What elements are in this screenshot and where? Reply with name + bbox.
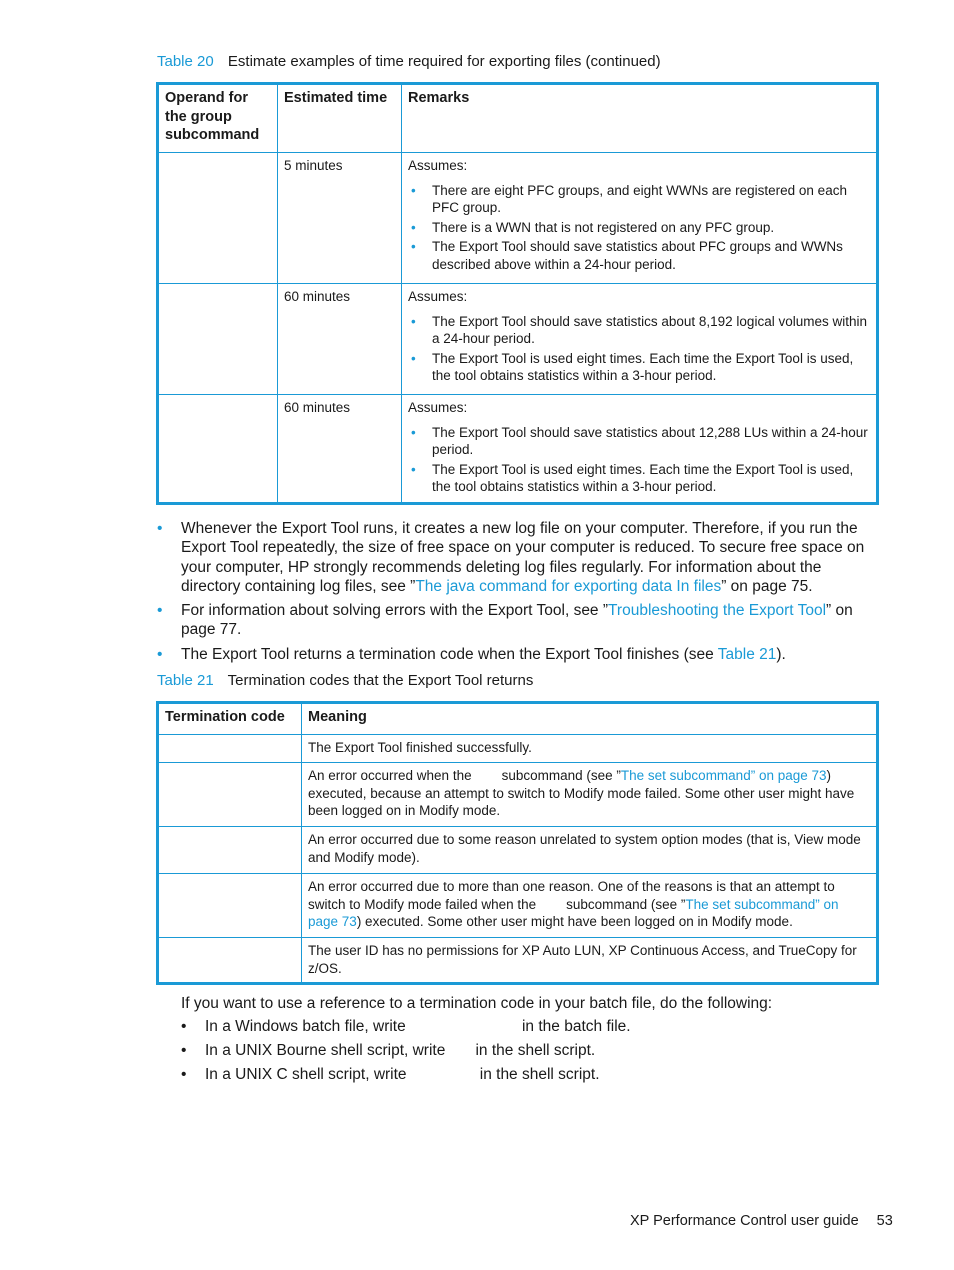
bullet-text-after: ). — [776, 646, 786, 663]
table-row — [158, 938, 878, 984]
remarks-list — [408, 424, 870, 496]
list-item: • The Export Tool is used eight times. Each time the Export Tool is used, the tool obtains statistics within a 3-hour period. — [408, 350, 870, 385]
java-command-link[interactable]: The java command for exporting data In files — [415, 577, 722, 595]
table21-link[interactable]: Table 21 — [717, 646, 777, 663]
bullet-text: Whenever the Export Tool runs, it creates a new log file on your computer. Therefore, if you run the Export Tool repeatedly, the size of free space on your computer is reduced. To secure free space on your computer, HP strongly recommends deleting log files regularly. For information about the directory containing log files, see ” — [181, 520, 865, 595]
meaning-text: An error occurred due to more than one reason. One of the reasons is that an attempt to switch to Modify mode failed when the subcommand (see ” — [308, 879, 839, 912]
set-subcommand-link[interactable]: The set subcommand” on page 73 — [308, 896, 839, 929]
meaning-text: An error occurred when the subcommand (see ” — [308, 768, 621, 783]
list-item: • The Export Tool should save statistics about 8,192 logical volumes within a 24-hour period. — [408, 313, 870, 348]
table21-caption — [157, 672, 533, 689]
table20-header-row — [158, 84, 878, 153]
code-cell — [158, 763, 302, 827]
table20-header-remarks: Remarks — [402, 84, 878, 153]
time-cell: 5 minutes — [278, 153, 402, 284]
meaning-cell — [302, 735, 878, 763]
list-item: • There are eight PFC groups, and eight WWNs are registered on each PFC group. — [408, 182, 870, 217]
list-item: • There is a WWN that is not registered on any PFC group. — [408, 219, 870, 237]
remarks-cell — [402, 153, 878, 284]
list-item: • In a UNIX C shell script, write in the shell script. — [205, 1066, 600, 1084]
code-cell — [158, 938, 302, 984]
meaning-cell — [302, 763, 878, 827]
meaning-cell — [302, 938, 878, 984]
bullet-text-after: ” on page 75. — [721, 577, 813, 595]
meaning-text-after: ) executed. Some other user might have been logged on in Modify mode. — [356, 914, 793, 929]
list-item: • The Export Tool should save statistics about PFC groups and WWNs described above within a 24-hour period. — [408, 238, 870, 273]
assumes-label: Assumes: — [408, 400, 468, 415]
troubleshooting-link[interactable]: Troubleshooting the Export Tool — [608, 602, 827, 619]
assumes-label: Assumes: — [408, 158, 468, 173]
list-item: • In a UNIX Bourne shell script, write in the shell script. — [205, 1042, 595, 1060]
table-row — [158, 827, 878, 874]
time-cell: 60 minutes — [278, 284, 402, 395]
meaning-text: The user ID has no permissions for XP Auto LUN, XP Continuous Access, and TrueCopy for z/OS. — [308, 943, 857, 976]
table21-label: Table 21 — [157, 672, 214, 689]
table20-label: Table 20 — [157, 53, 214, 70]
bullet-troubleshooting — [181, 601, 871, 640]
table20-header-time: Estimated time — [278, 84, 402, 153]
operand-cell — [158, 284, 278, 395]
remarks-cell — [402, 284, 878, 395]
table21-header-meaning: Meaning — [302, 703, 878, 735]
meaning-text: An error occurred due to some reason unrelated to system option modes (that is, View mode and Modify mode). — [308, 832, 861, 865]
code-cell — [158, 827, 302, 874]
meaning-text-after: ) executed, because an attempt to switch to Modify mode failed. Some other user might have been logged on in Modify mode. — [308, 768, 855, 818]
code-cell — [158, 735, 302, 763]
table20-caption — [157, 53, 661, 70]
set-subcommand-link[interactable]: The set subcommand” on page 73 — [620, 768, 827, 783]
table21 — [156, 701, 879, 985]
table-row — [158, 763, 878, 827]
table-row — [158, 395, 878, 504]
list-item: • In a Windows batch file, write in the batch file. — [205, 1018, 631, 1036]
table-row — [158, 874, 878, 938]
code-cell — [158, 874, 302, 938]
table20 — [156, 82, 879, 505]
meaning-text: The Export Tool finished successfully. — [308, 740, 532, 755]
assumes-label: Assumes: — [408, 289, 468, 304]
bullet-text: The Export Tool returns a termination code when the Export Tool finishes (see — [181, 646, 718, 663]
table-row — [158, 153, 878, 284]
bullet-termination-code — [181, 645, 871, 664]
table21-header-code: Termination code — [158, 703, 302, 735]
table-row — [158, 735, 878, 763]
operand-cell — [158, 153, 278, 284]
list-item: • The Export Tool is used eight times. Each time the Export Tool is used, the tool obtains statistics within a 3-hour period. — [408, 461, 870, 496]
footer-title: XP Performance Control user guide — [630, 1213, 859, 1229]
time-cell: 60 minutes — [278, 395, 402, 504]
remarks-cell — [402, 395, 878, 504]
page-number: 53 — [876, 1213, 893, 1229]
page-footer — [630, 1213, 893, 1229]
remarks-list — [408, 182, 870, 274]
meaning-cell — [302, 827, 878, 874]
table21-caption-text: Termination codes that the Export Tool returns — [227, 672, 534, 689]
bullet-log-files — [181, 519, 871, 596]
bullet-text: For information about solving errors with the Export Tool, see ” — [181, 602, 609, 619]
table21-header-row — [158, 703, 878, 735]
meaning-cell — [302, 874, 878, 938]
remarks-list — [408, 313, 870, 385]
operand-cell — [158, 395, 278, 504]
list-item: • The Export Tool should save statistics about 12,288 LUs within a 24-hour period. — [408, 424, 870, 459]
bullet-text-after: ” on page 77. — [181, 602, 853, 639]
table20-header-operand: Operand for the group subcommand — [158, 84, 278, 153]
table-row — [158, 284, 878, 395]
table20-caption-text: Estimate examples of time required for exporting files (continued) — [227, 53, 661, 70]
termination-intro: If you want to use a reference to a termination code in your batch file, do the following: — [181, 995, 773, 1012]
